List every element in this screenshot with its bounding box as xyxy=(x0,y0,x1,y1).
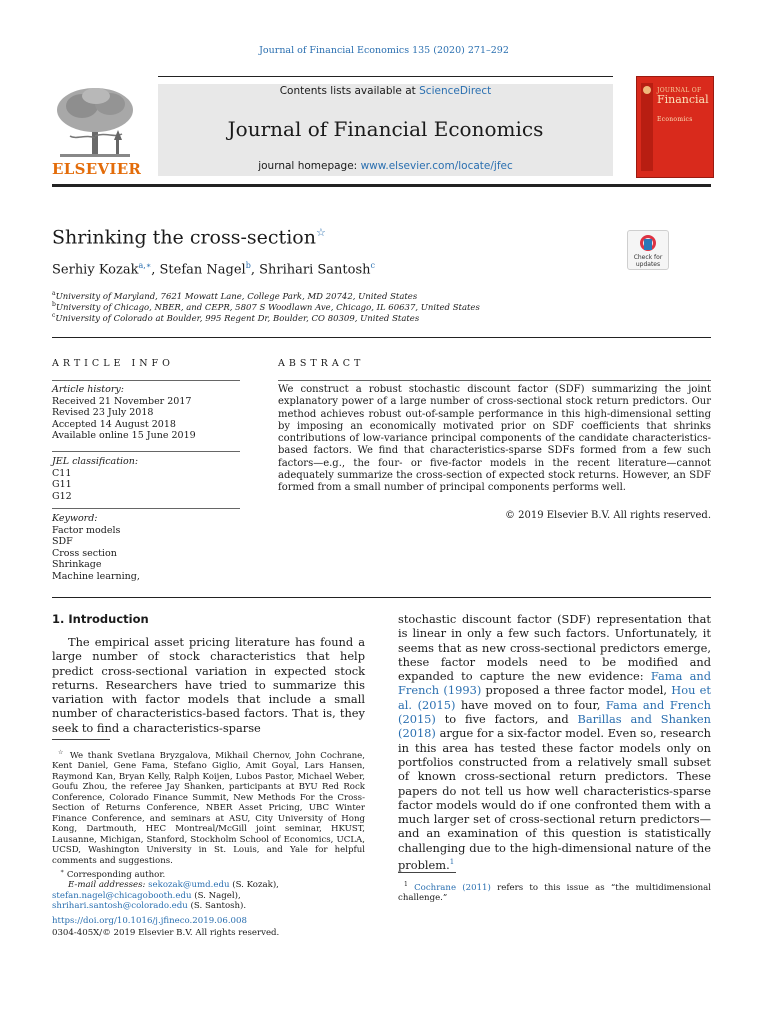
star-footnote-mark: ☆ xyxy=(58,749,66,756)
doi-link[interactable]: https://doi.org/10.1016/j.jfineco.2019.06.008 xyxy=(52,916,247,926)
journal-homepage-line xyxy=(158,160,613,172)
affiliation: $^a$University of Maryland, 7621 Mowatt Lane, College Park, MD 20742, United States xyxy=(52,290,418,302)
header-top-rule xyxy=(158,76,613,77)
email-link-santosh[interactable]: shrihari.santosh@colorado.edu xyxy=(52,901,188,911)
history-revised: Revised 23 July 2018 xyxy=(52,407,154,419)
footnote-1: $^1$ Cochrane (2011) refers to this issue as “the multidimensional challenge.” xyxy=(398,881,711,904)
history-label: Article history: xyxy=(52,384,124,395)
article-info-heading: ARTICLE INFO xyxy=(52,358,174,369)
citation-link[interactable]: Hou et al. (2015) xyxy=(398,683,711,712)
journal-cover-thumbnail xyxy=(636,76,714,178)
cover-line1: JOURNAL OF xyxy=(657,87,702,94)
article-footer xyxy=(52,916,279,939)
title-footnote-mark[interactable]: ☆ xyxy=(315,226,326,239)
contents-line xyxy=(158,85,613,97)
cover-line3: Economics xyxy=(657,116,693,123)
citation-link[interactable]: Barillas and Shanken (2018) xyxy=(398,712,712,741)
sciencedirect-link[interactable]: ScienceDirect xyxy=(419,85,492,97)
abstract-text: We construct a robust stochastic discount factor (SDF) summarizing the joint explanatory power of a large number of cross-sectional stock return predictors. Our method achieves robust out-of-sample performance in this high-dimensional setting by imposing an economically motivated prior on SDF coefficients that shrinks contributions of low-variance principal components of the candidate characteristics-based factors. We find that characteristics-sparse SDFs formed from a few such factors—e.g., the four- or five-factor models in the recent literature—cannot adequately summarize the cross-section of expected stock returns. However, an SDF formed from a small number of principal components performs well. xyxy=(278,384,711,494)
journal-citation[interactable]: Journal of Financial Economics 135 (2020) 271–292 xyxy=(259,45,509,56)
history-accepted: Accepted 14 August 2018 xyxy=(52,418,176,430)
keyword: Shrinkage xyxy=(52,559,102,571)
email-addresses: E-mail addresses: sekozak@umd.edu (S. Kozak), stefan.nagel@chicagobooth.edu (S. Nagel), shrihari.santosh@colorado.edu (S. Santosh). xyxy=(52,880,279,911)
affiliation: $^c$University of Colorado at Boulder, 995 Regent Dr, Boulder, CO 80309, United States xyxy=(52,312,420,324)
check-for-updates-badge[interactable] xyxy=(627,230,669,270)
journal-title: Journal of Financial Economics xyxy=(227,117,544,141)
intro-paragraph-col1: The empirical asset pricing literature has found a large number of stock characteristics that help predict cross-sectional variation in expected stock returns. Researchers have tried to summarize this variation with factor models that include a small number of characteristics-based factors. That is, they seek to find a characteristics-sparse xyxy=(52,635,365,735)
jel-classification xyxy=(52,456,240,502)
author-name: Shrihari Santosh xyxy=(259,262,371,278)
crossmark-ribbon-icon xyxy=(644,239,652,250)
email-link-kozak[interactable]: sekozak@umd.edu xyxy=(148,880,230,890)
keywords xyxy=(52,513,240,583)
footnote-rule-right xyxy=(398,872,456,873)
jel-code: G11 xyxy=(52,479,72,491)
footnote-ref-1[interactable]: 1 xyxy=(449,858,455,867)
cover-logo-mark xyxy=(643,86,651,94)
jel-rule xyxy=(52,451,240,452)
article-title-text: Shrinking the cross-section xyxy=(52,226,316,249)
affiliation: $^b$University of Chicago, NBER, and CEPR, 5807 S Woodlawn Ave, Chicago, IL 60637, United States xyxy=(52,301,480,313)
keyword-rule xyxy=(52,508,240,509)
keyword-label: Keyword: xyxy=(52,513,98,524)
abstract-copyright: © 2019 Elsevier B.V. All rights reserved. xyxy=(504,510,711,521)
footnote-rule-left xyxy=(52,739,110,740)
article-title xyxy=(52,226,326,248)
email-label: E-mail addresses: xyxy=(68,880,146,890)
article-history xyxy=(52,384,240,442)
check-for-updates-label: Check for updates xyxy=(633,254,663,268)
front-matter-rule xyxy=(52,337,711,338)
cover-line2: Financial xyxy=(657,93,709,106)
header-thick-rule xyxy=(52,184,711,187)
intro-paragraph-col2: stochastic discount factor (SDF) representation that is linear in only a few such factors. Unfortunately, it seems that as new cross-sectional predictors emerge, these factor models need to be modified and expanded to capture the new evidence: Fama and French (1993) proposed a three factor model, Hou et al. (2015) have moved on to four, Fama and French (2015) to five factors, and Barillas and Shanken (2018) argue for a six-factor model. Even so, research in this area has tested these factor models only on portfolios constructed from a relatively small subset of known cross-sectional return predictors. These papers do not tell us how well characteristics-sparse factor models would do if one confronted them with a much larger set of cross-sectional return predictors—and an examination of this question is statistically challenging due to the high-dimensional nature of the problem.$^1$ xyxy=(398,612,712,872)
article-info-rule xyxy=(52,380,240,381)
jel-code: G12 xyxy=(52,490,72,502)
citation-link[interactable]: Cochrane (2011) xyxy=(414,882,491,893)
cover-stripe xyxy=(641,83,653,171)
abstract-rule xyxy=(278,380,711,381)
history-received: Received 21 November 2017 xyxy=(52,395,192,407)
author-name: Serhiy Kozak xyxy=(52,262,139,278)
history-online: Available online 15 June 2019 xyxy=(52,430,196,442)
issn-copyright: 0304-405X/© 2019 Elsevier B.V. All rights reserved. xyxy=(52,927,280,938)
elsevier-wordmark: ELSEVIER xyxy=(52,160,142,178)
author-name: Stefan Nagel xyxy=(159,262,246,278)
author-affil-mark[interactable]: c xyxy=(370,261,375,270)
keyword: Machine learning, xyxy=(52,570,140,582)
citation-link[interactable]: Fama and French (2015) xyxy=(398,697,711,727)
acknowledgement-text: We thank Svetlana Bryzgalova, Mikhail Chernov, John Cochrane, Kent Daniel, Gene Fama, Stefano Giglio, Amit Goyal, Lars Hansen, Raymond Kan, Bryan Kelly, Ralph Koijen, Lubos Pastor, Michael Weber, Goufu Zhou, the referee Jay Shanken, participants at BYU Red Rock Conference, Colorado Finance Summit, New Methods For the Cross-Section of Returns Conference, NBER Asset Pricing, UBC Winter Finance Conference, and seminars at ASU, City University of Hong Kong, Dartmouth, HEC Montreal/McGill joint seminar, HKUST, Lausanne, Michigan, Stanford, Stockholm School of Economics, UCLA, UCSD, Washington University in St. Louis, and Yale for helpful comments and suggestions. xyxy=(52,750,365,866)
acknowledgement-footnote xyxy=(52,748,365,866)
citation-link[interactable]: Fama and French (1993) xyxy=(398,669,711,698)
body-start-rule xyxy=(52,597,711,598)
abstract-heading: ABSTRACT xyxy=(278,358,365,369)
section-heading-introduction: 1. Introduction xyxy=(52,612,149,626)
contents-prefix: Contents lists available at xyxy=(279,85,420,97)
jel-label: JEL classification: xyxy=(52,456,139,467)
author-list: Serhiy Kozak$^{a,∗}$, Stefan Nagel$^b$, Shrihari Santosh$^c$ xyxy=(52,261,375,278)
keyword: Factor models xyxy=(52,524,121,536)
author-affil-mark[interactable]: a,∗ xyxy=(138,261,152,270)
homepage-prefix: journal homepage: xyxy=(258,160,361,172)
journal-homepage-link[interactable]: www.elsevier.com/locate/jfec xyxy=(360,160,513,172)
author-affil-mark[interactable]: b xyxy=(245,261,251,270)
keyword: SDF xyxy=(52,536,73,548)
corresponding-author-note: ∗ Corresponding author. xyxy=(60,868,166,880)
keyword: Cross section xyxy=(52,547,117,559)
email-link-nagel[interactable]: stefan.nagel@chicagobooth.edu xyxy=(52,890,192,901)
jel-code: C11 xyxy=(52,467,72,479)
